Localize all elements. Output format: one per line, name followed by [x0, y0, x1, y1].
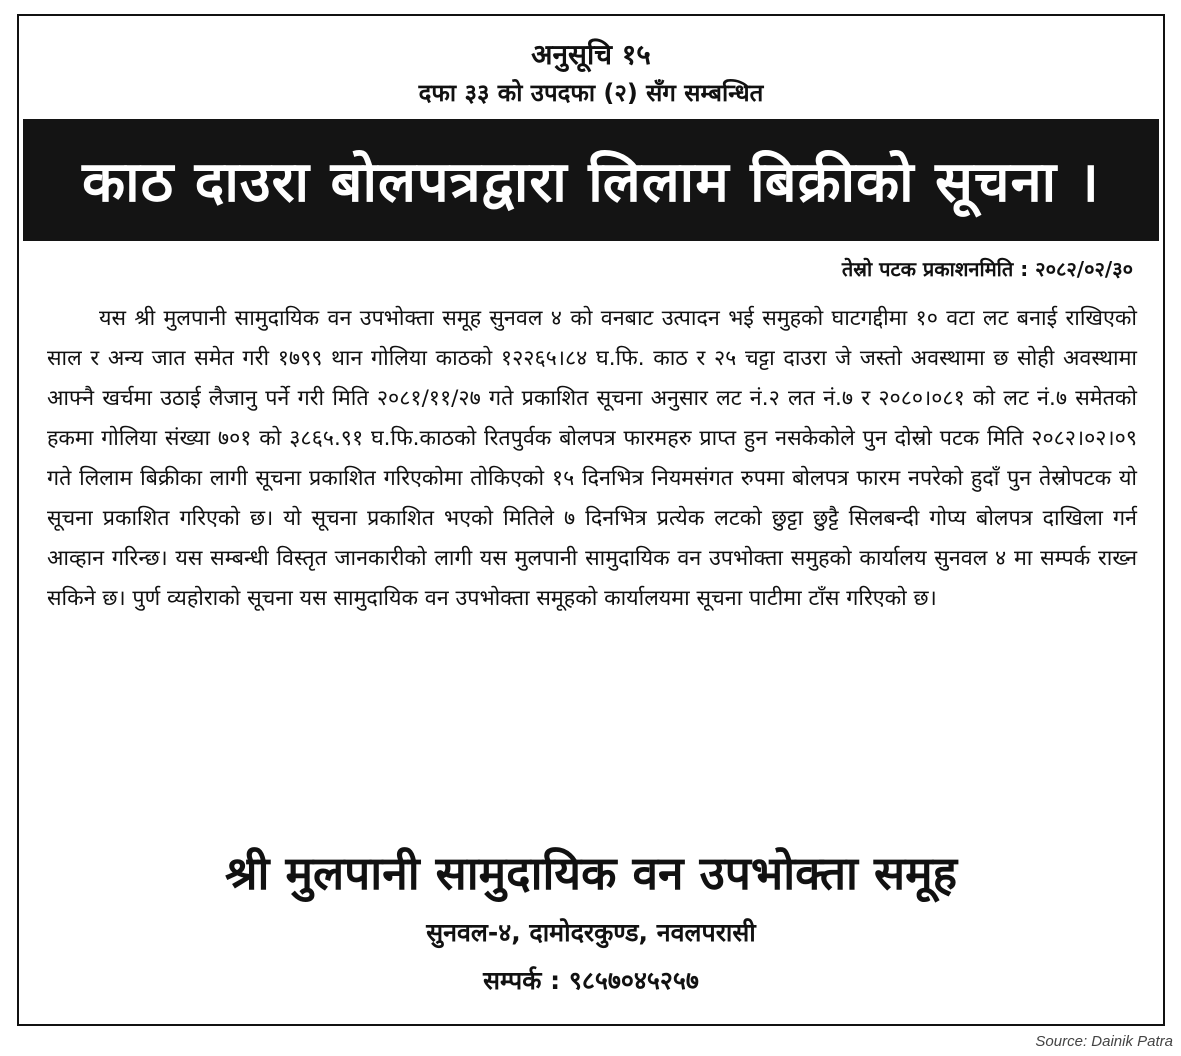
notice-title-banner: [23, 119, 1159, 241]
notice-body: यस श्री मुलपानी सामुदायिक वन उपभोक्ता समूह सुनवल ४ को वनबाट उत्पादन भई समुहको घाटगद्दीमा १० वटा लट बनाई राखिएको साल र अन्य जात समेत गरी १७९९ थान गोलिया काठको १२२६५।८४ घ.फि. काठ र २५ चट्टा दाउरा जे जस्तो अवस्थामा छ सोही अवस्थामा आफ्नै खर्चमा उठाई लैजानु पर्ने गरी मिति २०८१/११/२७ गते प्रकाशित सूचना अनुसार लट नं.२ लत नं.७ र २०८०।०८१ को लट नं.७ समेतको हकमा गोलिया संख्या ७०१ को ३८६५.९१ घ.फि.काठको रितपुर्वक बोलपत्र फारमहरु प्राप्त हुन नसकेकोले पुन दोस्रो पटक मिति २०८२।०२।०९ गते लिलाम बिक्रीका लागी सूचना प्रकाशित गरिएकोमा तोकिएको १५ दिनभित्र नियमसंगत रुपमा बोलपत्र फारम नपरेको हुदाँ पुन तेस्रोपटक यो सूचना प्रकाशित गरिएको छ। यो सूचना प्रकाशित भएको मितिले ७ दिनभित्र प्रत्येक लटको छुट्टा छुट्टै सिलबन्दी गोप्य बोलपत्र दाखिला गर्न आव्हान गरिन्छ। यस सम्बन्धी विस्तृत जानकारीको लागी यस मुलपानी सामुदायिक वन उपभोक्ता समुहको कार्यालय सुनवल ४ मा सम्पर्क राख्न सकिने छ। पुर्ण व्यहोराको सूचना यस सामुदायिक वन उपभोक्ता समूहको कार्यालयमा सूचना पाटीमा टाँस गरिएको छ।: [47, 306, 1137, 611]
organization-address: सुनवल-४, दामोदरकुण्ड, नवलपरासी: [426, 918, 756, 947]
publication-date: तेस्रो पटक प्रकाशनमिति : २०८२/०२/३०: [841, 257, 1133, 281]
source-credit: Source: Dainik Patra: [1035, 1033, 1173, 1050]
section-reference: दफा ३३ को उपदफा (२) सँग सम्बन्धित: [418, 79, 764, 107]
schedule-heading: अनुसूचि १५: [531, 38, 651, 71]
contact-number: सम्पर्क : ९८५७०४५२५७: [483, 966, 699, 995]
organization-name: श्री मुलपानी सामुदायिक वन उपभोक्ता समूह: [224, 846, 958, 900]
notice-title: काठ दाउरा बोलपत्रद्वारा लिलाम बिक्रीको सूचना ।: [82, 150, 1100, 215]
notice-frame: [17, 14, 1165, 1026]
